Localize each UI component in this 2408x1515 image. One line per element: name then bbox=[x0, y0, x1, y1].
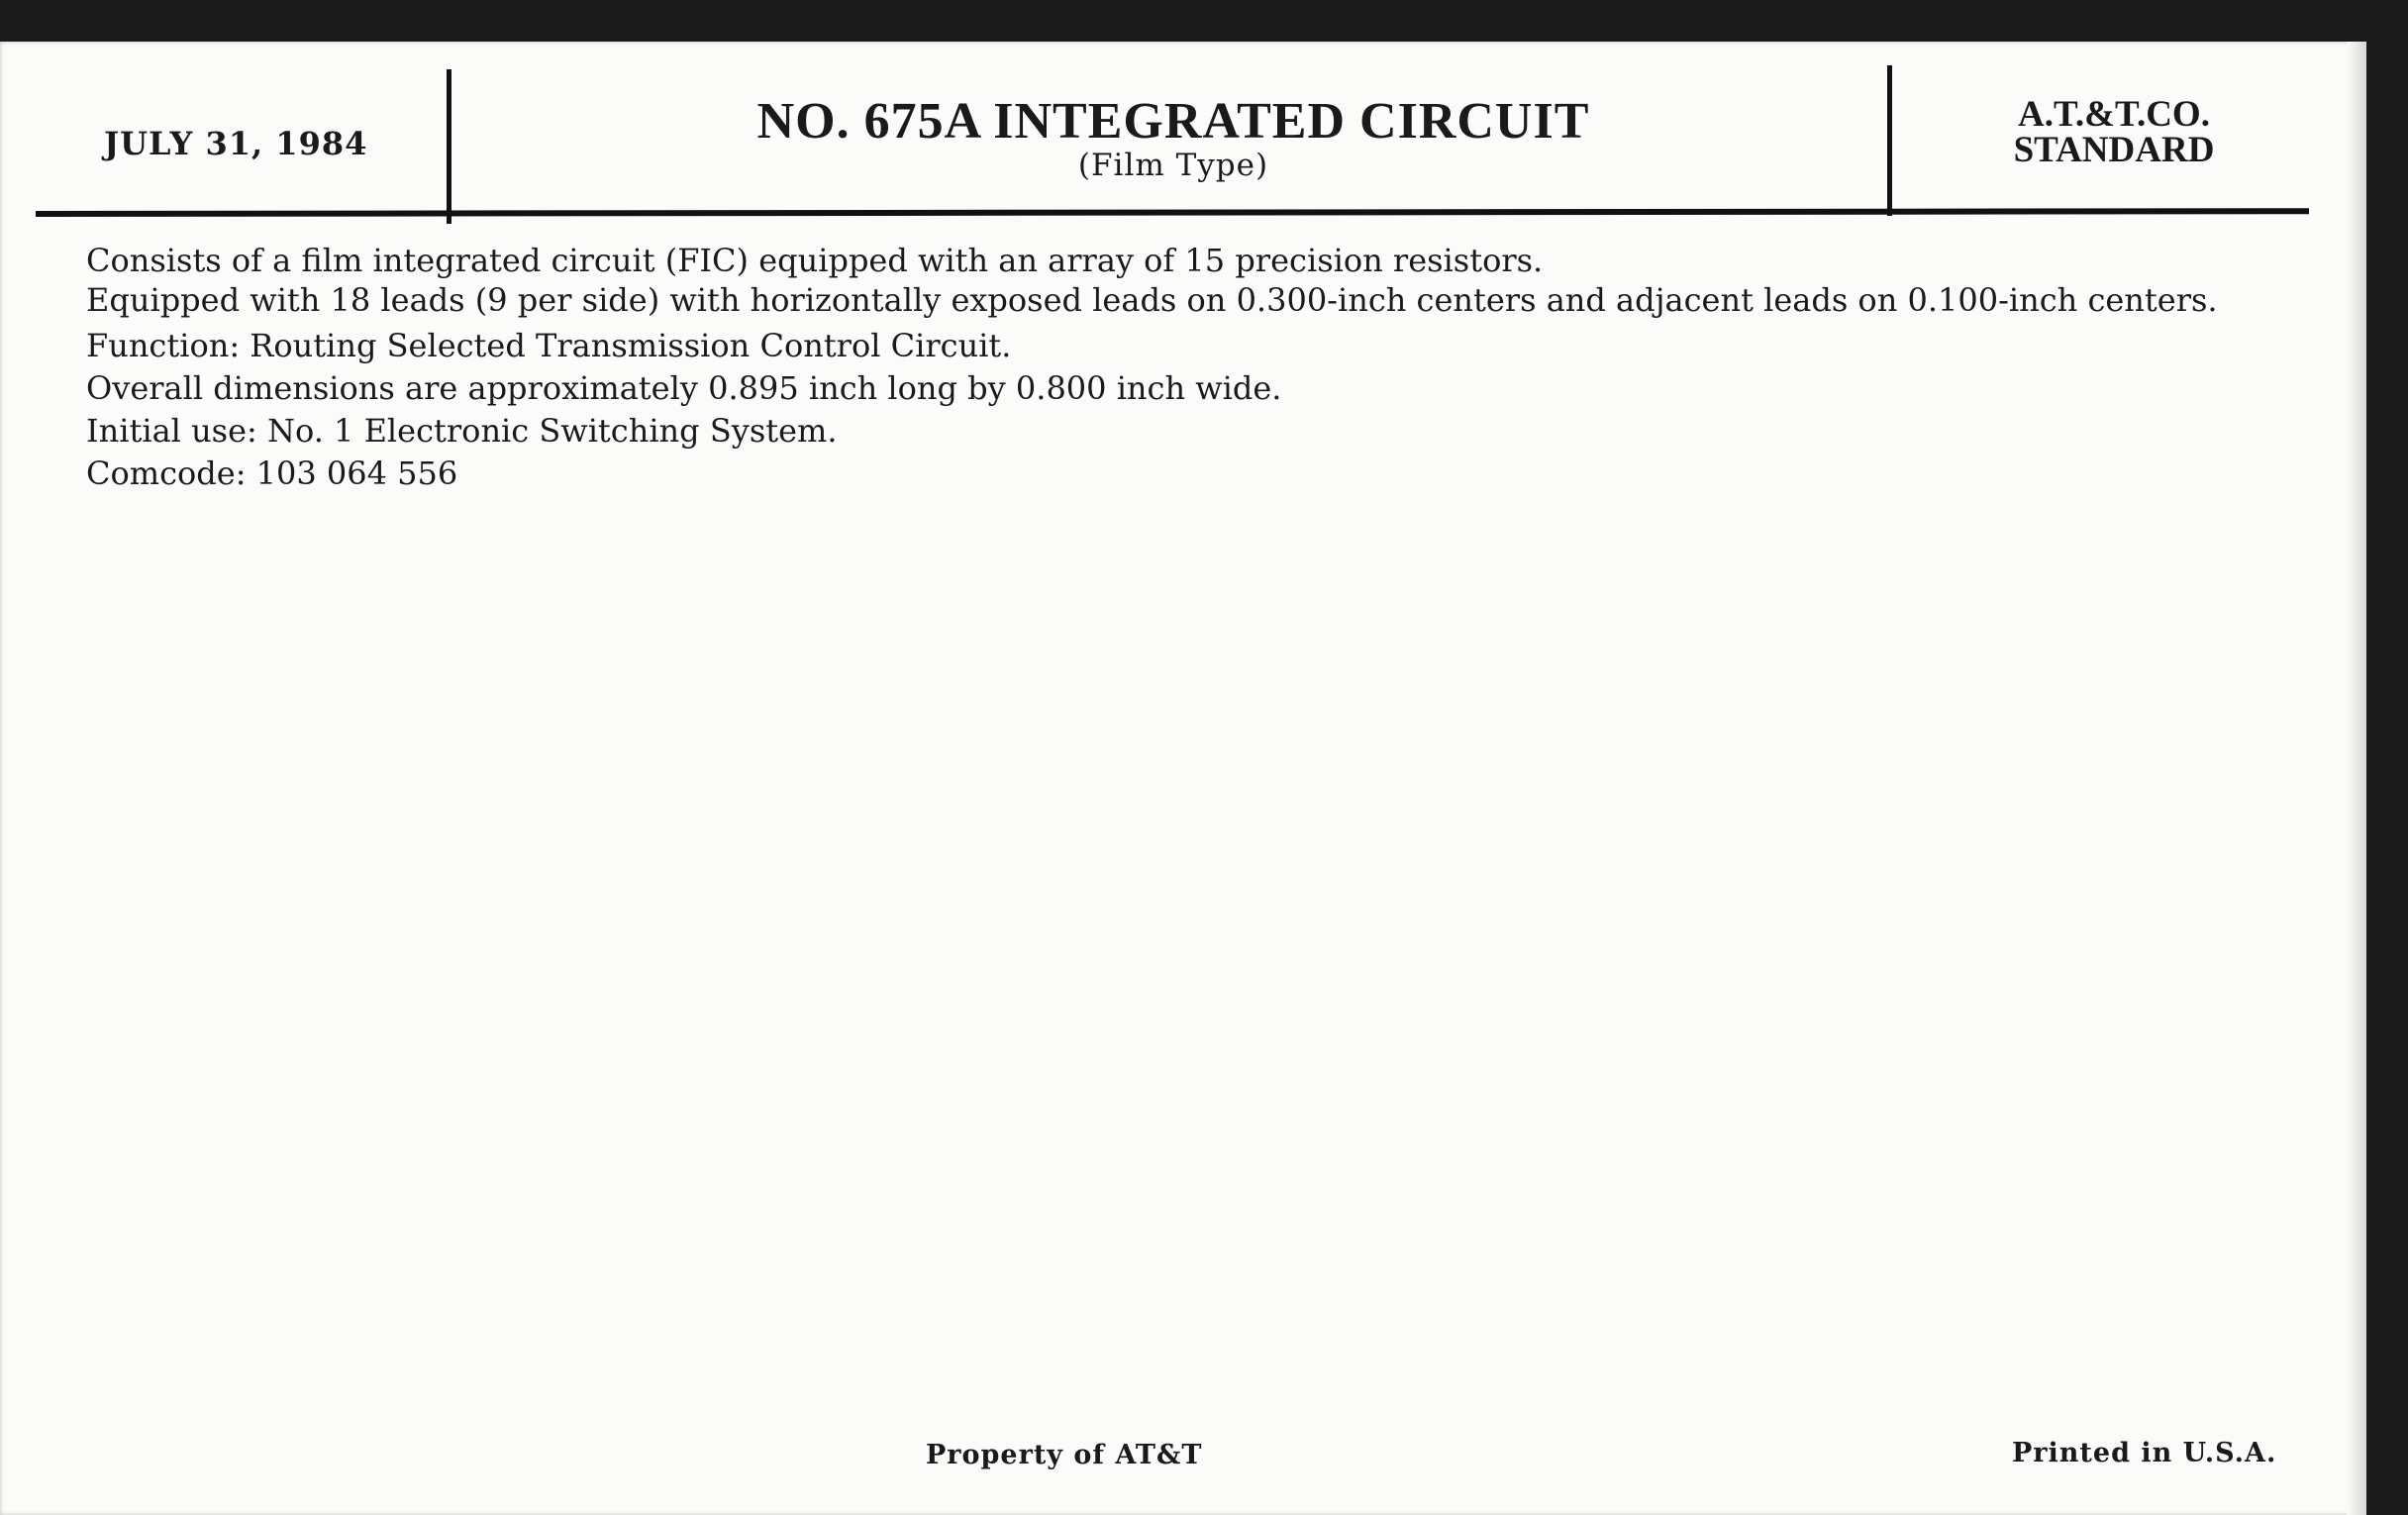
document-body bbox=[86, 240, 2264, 495]
standard-line-1: A.T.&T.CO. bbox=[2018, 94, 2210, 135]
footer-printed: Printed in U.S.A. bbox=[2012, 1438, 2277, 1468]
issue-date: JULY 31, 1984 bbox=[104, 125, 368, 162]
body-paragraph: Overall dimensions are approximately 0.895 inch long by 0.800 inch wide. bbox=[86, 369, 1282, 407]
footer-property: Property of AT&T bbox=[926, 1440, 1203, 1470]
body-paragraph: Initial use: No. 1 Electronic Switching System. bbox=[86, 412, 838, 450]
card-edge bbox=[2347, 42, 2366, 1515]
standard-line-2: STANDARD bbox=[2013, 130, 2215, 170]
header-divider-left bbox=[447, 69, 452, 224]
standard-label bbox=[1970, 94, 2258, 170]
document-subtitle: (Film Type) bbox=[1077, 148, 1269, 183]
document-title: NO. 675A INTEGRATED CIRCUIT bbox=[756, 93, 1590, 150]
body-paragraph: Consists of a film integrated circuit (FIC) equipped with an array of 15 precision resistors. bbox=[86, 242, 1544, 279]
body-paragraph: Comcode: 103 064 556 bbox=[86, 454, 458, 492]
header-divider-right bbox=[1887, 65, 1892, 216]
body-paragraph: Equipped with 18 leads (9 per side) with horizontally exposed leads on 0.300-inch centers and adjacent leads on 0.100-inch centers. bbox=[86, 281, 2218, 319]
body-paragraph: Function: Routing Selected Transmission Control Circuit. bbox=[86, 327, 1012, 364]
